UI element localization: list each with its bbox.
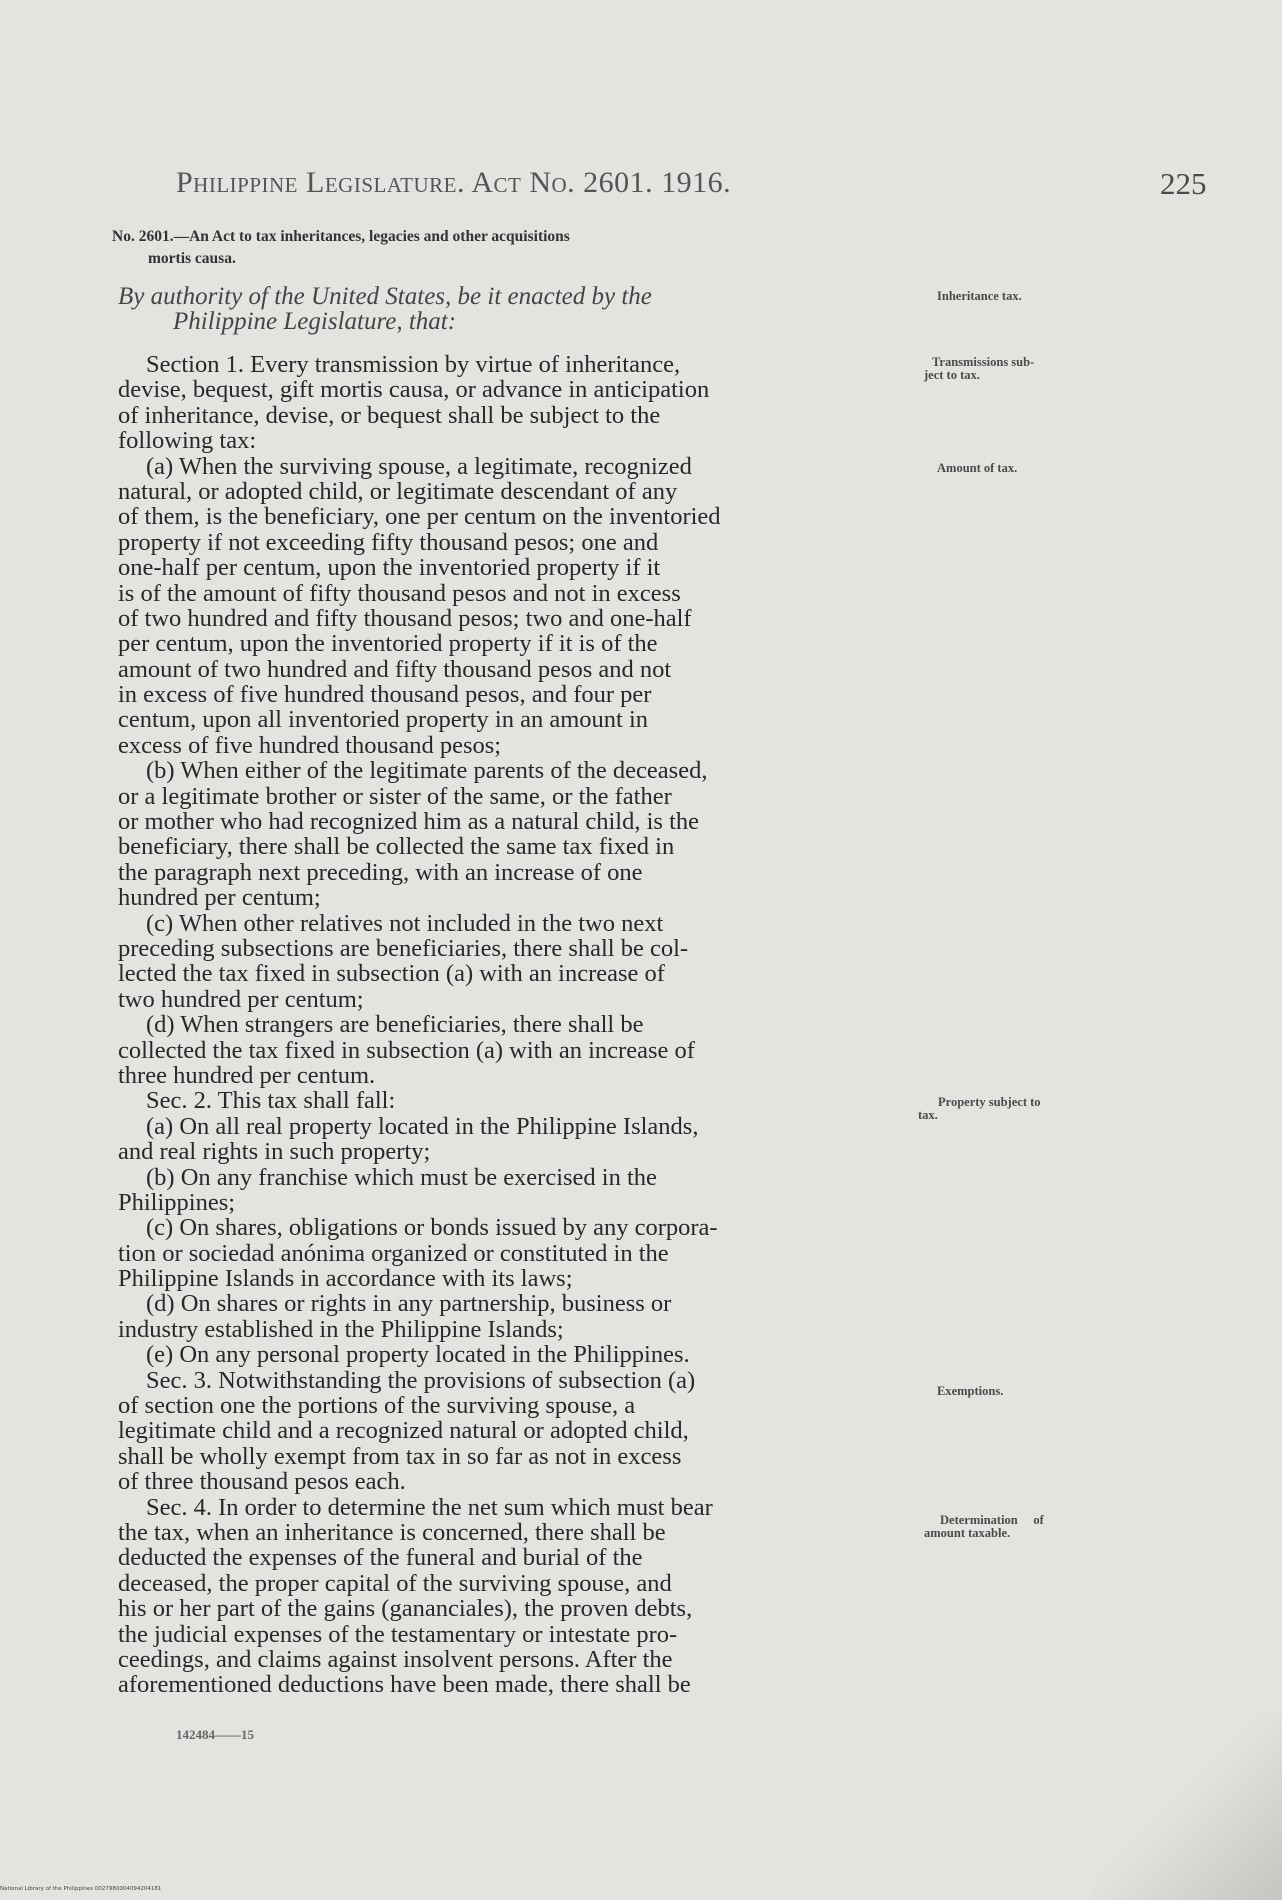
body-line: (c) On shares, obligations or bonds issued by any corpora- [146,1214,718,1242]
body-line: (d) When strangers are beneficiaries, there shall be [146,1011,644,1039]
body-line: Philippine Islands in accordance with its laws; [118,1265,573,1293]
body-line: natural, or adopted child, or legitimate descendant of any [118,477,678,505]
body-line: (b) When either of the legitimate parents of the deceased, [146,757,708,785]
body-line: deceased, the proper capital of the surviving spouse, and [118,1569,672,1597]
act-title-line-1: No. 2601.—An Act to tax inheritances, legacies and other acquisitions [112,228,570,245]
body-line: the paragraph next preceding, with an increase of one [118,858,643,886]
body-line: of inheritance, devise, or bequest shall be subject to the [118,401,661,429]
body-line: of three thousand pesos each. [118,1468,406,1496]
running-head: Philippine Legislature. Act No. 2601. 1916. [176,166,732,199]
printer-signature: 142484——15 [176,1727,254,1742]
margin-note-transmissions-line-1: Transmissions sub- [932,355,1035,369]
body-line: his or her part of the gains (gananciales), the proven debts, [118,1595,693,1623]
body-line: beneficiary, there shall be collected the same tax fixed in [118,833,675,861]
margin-note-determination-line-2: amount taxable. [924,1526,1011,1540]
margin-note-transmissions [924,355,1035,382]
body-line: preceding subsections are beneficiaries, there shall be col- [118,934,689,962]
enacting-clause-line-1: By authority of the United States, be it enacted by the [118,283,652,310]
body-line: hundred per centum; [118,884,321,912]
margin-note-transmissions-line-2: ject to tax. [924,368,980,382]
margin-note-exemptions: Exemptions. [937,1384,1004,1398]
body-line: of them, is the beneficiary, one per centum on the inventoried [118,503,721,531]
body-line: property if not exceeding fifty thousand pesos; one and [118,528,659,556]
body-line: or a legitimate brother or sister of the same, or the father [118,782,672,810]
body-line: and real rights in such property; [118,1138,431,1166]
body-line: is of the amount of fifty thousand pesos and not in excess [118,579,681,607]
body-line: shall be wholly exempt from tax in so far as not in excess [118,1442,682,1470]
margin-note-inheritance-tax: Inheritance tax. [937,289,1022,303]
body-line: of two hundred and fifty thousand pesos; two and one-half [118,604,692,632]
body-line: two hundred per centum; [118,985,364,1013]
enacting-clause-line-2: Philippine Legislature, that: [173,308,457,335]
margin-note-determination-line-1: Determination of [940,1513,1044,1527]
body-line: following tax: [118,427,257,455]
body-line: of section one the portions of the surviving spouse, a [118,1392,636,1420]
page-curl-shadow [1092,1710,1282,1900]
body-line: deducted the expenses of the funeral and burial of the [118,1544,643,1572]
body-line: excess of five hundred thousand pesos; [118,731,502,759]
body-line: three hundred per centum. [118,1061,376,1089]
margin-note-amount-of-tax: Amount of tax. [937,461,1018,475]
act-title [112,226,912,270]
body-line: one-half per centum, upon the inventoried property if it [118,554,661,582]
body-line: (d) On shares or rights in any partnership, business or [146,1290,672,1318]
body-line: industry established in the Philippine Islands; [118,1315,564,1343]
body-line: Sec. 2. This tax shall fall: [146,1087,396,1115]
body-line: centum, upon all inventoried property in an amount in [118,706,649,734]
margin-note-property-subject-line-1: Property subject to [938,1095,1041,1109]
body-line: (c) When other relatives not included in the two next [146,909,664,937]
body-line: (a) On all real property located in the Philippine Islands, [146,1112,699,1140]
body-line: devise, bequest, gift mortis causa, or advance in anticipation [118,376,710,404]
body-line: tion or sociedad anónima organized or constituted in the [118,1239,669,1267]
body-line: ceedings, and claims against insolvent persons. After the [118,1645,673,1673]
body-line: (a) When the surviving spouse, a legitimate, recognized [146,452,692,480]
body-line: aforementioned deductions have been made, there shall be [118,1671,691,1699]
enacting-clause [118,284,918,334]
body-line: collected the tax fixed in subsection (a) with an increase of [118,1036,695,1064]
body-line: Philippines; [118,1188,236,1216]
margin-note-determination [924,1514,1044,1540]
body-line: in excess of five hundred thousand pesos, and four per [118,681,652,709]
act-title-line-2: mortis causa. [148,250,236,267]
body-line: or mother who had recognized him as a natural child, is the [118,808,700,836]
body-line: the judicial expenses of the testamentary or intestate pro- [118,1620,678,1648]
body-line: lected the tax fixed in subsection (a) with an increase of [118,960,665,988]
body-line: per centum, upon the inventoried property if it is of the [118,630,658,658]
body-line: Sec. 3. Notwithstanding the provisions of subsection (a) [146,1366,696,1394]
body-line: Sec. 4. In order to determine the net sum which must bear [146,1493,713,1521]
body-line: (b) On any franchise which must be exercised in the [146,1163,657,1191]
body-line: Section 1. Every transmission by virtue of inheritance, [146,351,681,378]
body-line: amount of two hundred and fifty thousand pesos and not [118,655,672,683]
body-line: the tax, when an inheritance is concerned, there shall be [118,1518,666,1546]
scan-credit: National Library of the Philippines 0027980004094204181 [0,1886,162,1892]
body-line: legitimate child and a recognized natural or adopted child, [118,1417,689,1445]
body-line: (e) On any personal property located in the Philippines. [146,1341,690,1369]
margin-note-property-subject [918,1095,1041,1122]
margin-note-property-subject-line-2: tax. [918,1108,938,1122]
page-number: 225 [1160,166,1207,201]
act-body [118,352,908,1698]
